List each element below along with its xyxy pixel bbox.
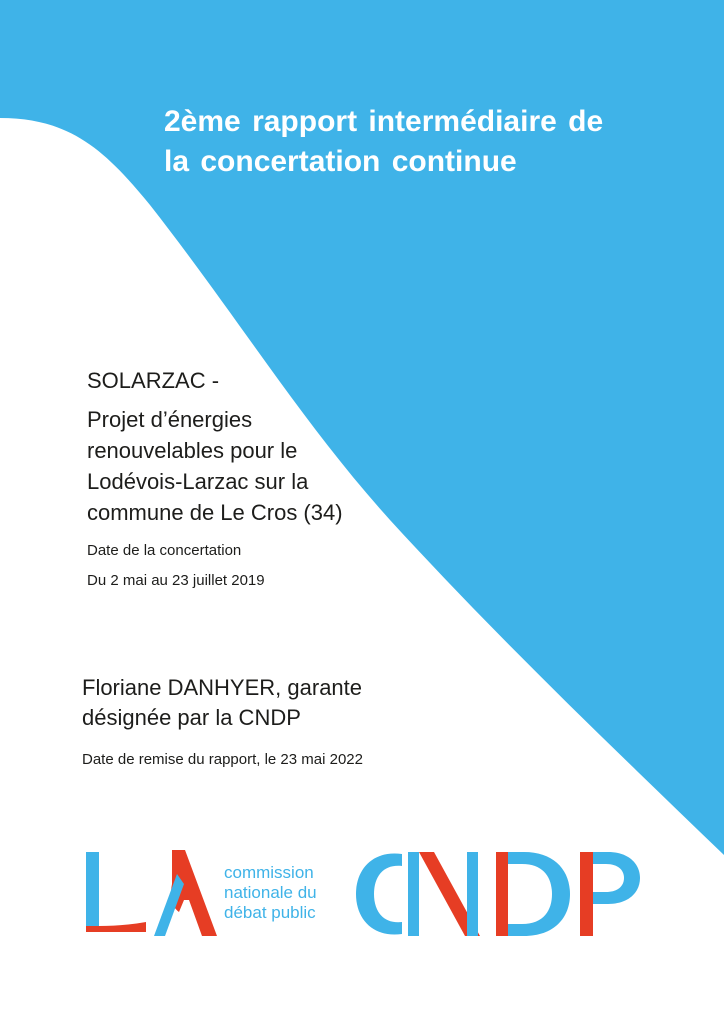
guarantor-line-2: désignée par la CNDP	[82, 705, 301, 730]
guarantor-name	[82, 673, 442, 733]
logo-word-line: débat public	[224, 903, 316, 922]
guarantor-line-1: Floriane DANHYER, garante	[82, 675, 363, 700]
logo-words	[224, 863, 317, 922]
project-description-line: commune de Le Cros (34)	[87, 500, 343, 525]
project-description-line: Projet d’énergies	[87, 407, 253, 432]
project-description	[87, 404, 417, 528]
logo-letter-n	[408, 852, 480, 936]
concertation-date-label: Date de la concertation	[87, 542, 242, 559]
project-name: SOLARZAC -	[87, 368, 220, 393]
report-title	[164, 102, 644, 182]
report-title-line-2: la concertation continue	[164, 145, 517, 178]
cndp-logo	[84, 844, 644, 944]
logo-letter-l	[86, 852, 146, 932]
logo-letter-c	[356, 853, 402, 934]
logo-letter-p	[580, 852, 640, 936]
logo-letter-a	[154, 850, 217, 936]
project-description-line: Lodévois-Larzac sur la	[87, 469, 309, 494]
project-description-line: renouvelables pour le	[87, 438, 298, 463]
logo-letter-d	[496, 852, 570, 936]
report-submission-date: Date de remise du rapport, le 23 mai 2022	[82, 751, 363, 768]
logo-word-line: nationale du	[224, 883, 317, 902]
concertation-date-value: Du 2 mai au 23 juillet 2019	[87, 572, 265, 589]
report-title-line-1: 2ème rapport intermédiaire de	[164, 105, 604, 138]
logo-word-line: commission	[224, 863, 314, 882]
